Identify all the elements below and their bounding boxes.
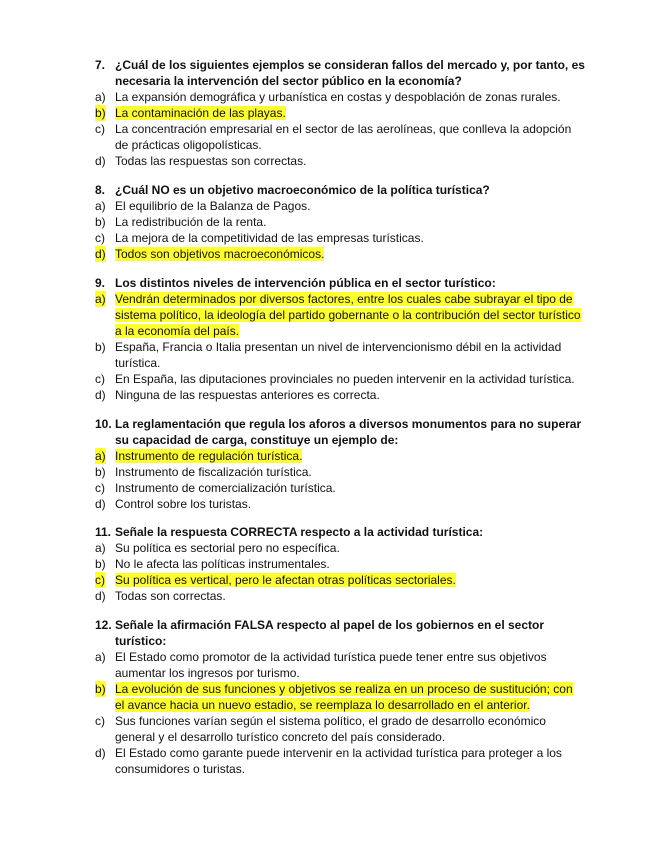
option-letter: b): [95, 682, 106, 696]
option-text: Instrumento de fiscalización turística.: [115, 465, 312, 479]
option-body: [115, 339, 585, 371]
option-text: El Estado como promotor de la actividad turística puede tener entre sus objetivos aumentar los ingresos por turismo.: [115, 650, 547, 680]
highlighted-answer-text: Instrumento de regulación turística.: [115, 449, 303, 463]
highlighted-answer-text: Todos son objetivos macroeconómicos.: [115, 247, 325, 261]
option-body: [115, 387, 585, 403]
option-letter: a): [95, 650, 106, 664]
question-header: [0, 275, 655, 291]
option-body: [115, 572, 585, 588]
option-body: [115, 89, 585, 105]
answer-option: [0, 480, 655, 496]
question-number: 11.: [95, 525, 112, 539]
option-letter: b): [95, 340, 106, 354]
option-body: [115, 121, 585, 153]
option-letter: c): [95, 372, 105, 386]
question-header: [0, 524, 655, 540]
highlighted-answer-text: La contaminación de las playas.: [115, 106, 286, 120]
option-letter: a): [95, 449, 106, 463]
option-text: Ninguna de las respuestas anteriores es correcta.: [115, 388, 380, 402]
option-text: Instrumento de comercialización turística.: [115, 481, 336, 495]
option-text: En España, las diputaciones provinciales no pueden intervenir en la actividad turística.: [115, 372, 575, 386]
answer-option: [0, 448, 655, 464]
option-letter: a): [95, 541, 106, 555]
option-letter: d): [95, 247, 106, 261]
option-body: [115, 745, 585, 777]
option-body: [115, 588, 585, 604]
question-block: [0, 617, 655, 777]
option-body: [115, 153, 585, 169]
answer-option: [0, 464, 655, 480]
option-text: Todas las respuestas son correctas.: [115, 154, 307, 168]
answer-option: [0, 371, 655, 387]
option-body: [115, 496, 585, 512]
question-header: [0, 57, 655, 89]
question-text: ¿Cuál NO es un objetivo macroeconómico de la política turística?: [115, 183, 490, 197]
question-header: [0, 416, 655, 448]
answer-option: [0, 246, 655, 262]
option-letter: d): [95, 497, 106, 511]
answer-option: [0, 387, 655, 403]
option-text: La concentración empresarial en el sector de las aerolíneas, que conlleva la adopción de prácticas oligopolísticas.: [115, 122, 572, 152]
question-block: [0, 524, 655, 604]
option-letter: b): [95, 465, 106, 479]
answer-option: [0, 540, 655, 556]
option-text: La expansión demográfica y urbanística en costas y despoblación de zonas rurales.: [115, 90, 561, 104]
option-letter: b): [95, 215, 106, 229]
question-number: 7.: [95, 58, 106, 72]
highlighted-answer-text: Vendrán determinados por diversos factores, entre los cuales cabe subrayar el tipo de sistema político, la ideología del partido gobernante o la contribución del sector turístico a la economía del país.: [115, 292, 581, 338]
option-letter: d): [95, 746, 106, 760]
option-text: España, Francia o Italia presentan un nivel de intervencionismo débil en la actividad turística.: [115, 340, 562, 370]
answer-option: [0, 713, 655, 745]
option-text: Todas son correctas.: [115, 589, 226, 603]
option-body: [115, 291, 585, 339]
question-block: [0, 416, 655, 512]
question-text: Los distintos niveles de intervención pública en el sector turístico:: [115, 276, 496, 290]
option-body: [115, 230, 585, 246]
question-header: [0, 617, 655, 649]
answer-option: [0, 745, 655, 777]
option-body: [115, 649, 585, 681]
answer-option: [0, 291, 655, 339]
answer-option: [0, 556, 655, 572]
answer-option: [0, 572, 655, 588]
option-letter: b): [95, 106, 106, 120]
option-body: [115, 681, 585, 713]
question-number: 8.: [95, 183, 106, 197]
question-number: 9.: [95, 276, 106, 290]
option-text: Control sobre los turistas.: [115, 497, 252, 511]
question-number: 12.: [95, 618, 112, 632]
option-body: [115, 214, 585, 230]
option-body: [115, 448, 585, 464]
option-text: Sus funciones varían según el sistema político, el grado de desarrollo económico general y el desarrollo turístico concreto del país considerado.: [115, 714, 546, 744]
option-letter: c): [95, 231, 105, 245]
question-block: [0, 57, 655, 169]
option-letter: a): [95, 199, 106, 213]
question-text: Señale la afirmación FALSA respecto al papel de los gobiernos en el sector turístico:: [115, 618, 545, 648]
option-letter: d): [95, 589, 106, 603]
question-text: Señale la respuesta CORRECTA respecto a la actividad turística:: [115, 525, 484, 539]
option-text: No le afecta las políticas instrumentales.: [115, 557, 330, 571]
option-body: [115, 480, 585, 496]
option-letter: a): [95, 90, 106, 104]
question-block: [0, 275, 655, 403]
option-text: El equilibrio de la Balanza de Pagos.: [115, 199, 311, 213]
answer-option: [0, 230, 655, 246]
answer-option: [0, 214, 655, 230]
option-letter: c): [95, 122, 105, 136]
question-number: 10.: [95, 417, 112, 431]
highlighted-answer-text: La evolución de sus funciones y objetivos se realiza en un proceso de sustitución; con el avance hacia un nuevo estadio, se reemplaza lo desarrollado en el anterior.: [115, 682, 573, 712]
option-body: [115, 198, 585, 214]
option-letter: c): [95, 714, 105, 728]
question-text: ¿Cuál de los siguientes ejemplos se consideran fallos del mercado y, por tanto, es necesaria la intervención del sector público en la economía?: [115, 58, 585, 88]
option-text: Su política es sectorial pero no específica.: [115, 541, 340, 555]
answer-option: [0, 121, 655, 153]
option-text: La redistribución de la renta.: [115, 215, 267, 229]
option-body: [115, 105, 585, 121]
option-text: La mejora de la competitividad de las empresas turísticas.: [115, 231, 424, 245]
answer-option: [0, 588, 655, 604]
option-body: [115, 246, 585, 262]
option-letter: d): [95, 154, 106, 168]
option-body: [115, 371, 585, 387]
answer-option: [0, 198, 655, 214]
option-body: [115, 556, 585, 572]
option-letter: b): [95, 557, 106, 571]
option-letter: a): [95, 292, 106, 306]
option-letter: c): [95, 481, 105, 495]
answer-option: [0, 89, 655, 105]
option-letter: c): [95, 573, 105, 587]
option-text: El Estado como garante puede intervenir en la actividad turística para proteger a los consumidores o turistas.: [115, 746, 562, 776]
question-header: [0, 182, 655, 198]
answer-option: [0, 105, 655, 121]
answer-option: [0, 496, 655, 512]
answer-option: [0, 339, 655, 371]
option-body: [115, 540, 585, 556]
option-body: [115, 713, 585, 745]
option-letter: d): [95, 388, 106, 402]
option-body: [115, 464, 585, 480]
answer-option: [0, 153, 655, 169]
answer-option: [0, 681, 655, 713]
question-block: [0, 182, 655, 262]
question-text: La reglamentación que regula los aforos a diversos monumentos para no superar su capacidad de carga, constituye un ejemplo de:: [115, 417, 582, 447]
answer-option: [0, 649, 655, 681]
highlighted-answer-text: Su política es vertical, pero le afectan otras políticas sectoriales.: [115, 573, 456, 587]
